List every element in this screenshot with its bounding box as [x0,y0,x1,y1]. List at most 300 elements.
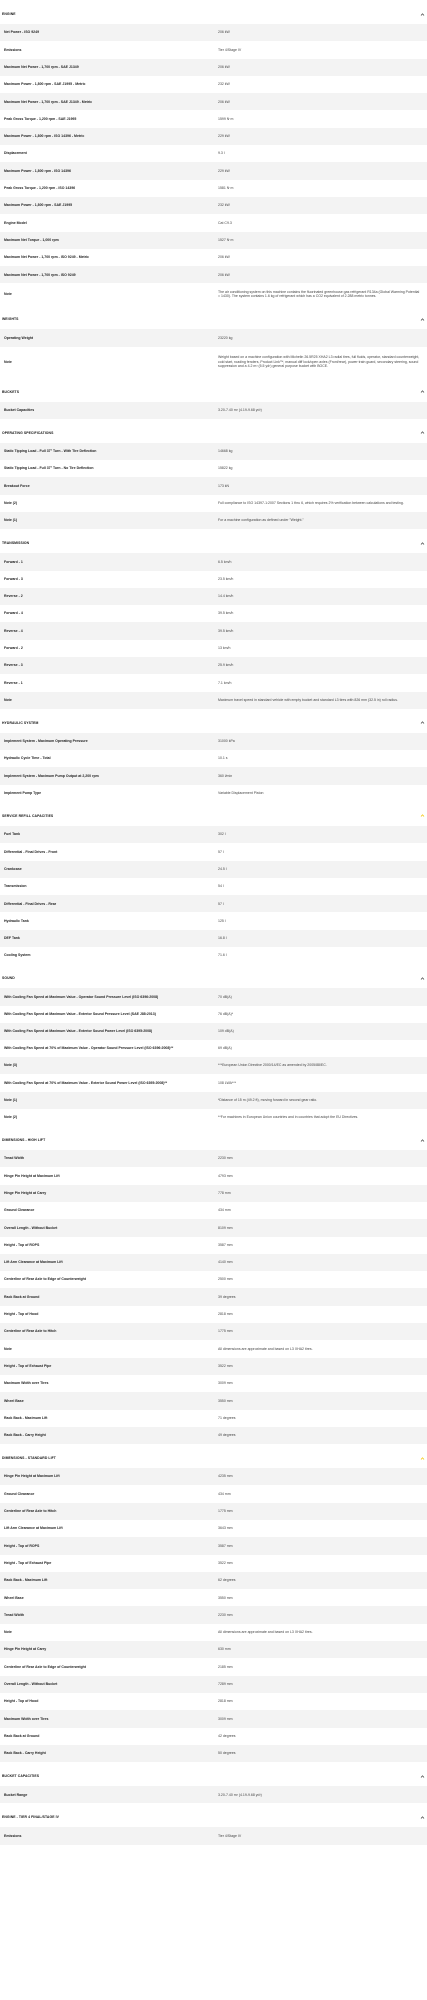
spec-value: 1599 N·m [218,116,234,121]
section-header[interactable] [0,968,427,988]
spec-label: Rack Back at Ground [4,1294,40,1299]
table-row [0,180,427,197]
spec-value: 8109 mm [218,1225,233,1230]
spec-label: Hydraulic Cycle Time - Total [4,756,51,761]
spec-label: Tread Width [4,1156,24,1161]
table-row [0,912,427,929]
section-header[interactable] [0,1766,427,1786]
table-row [0,1237,427,1254]
table-row [0,1074,427,1091]
spec-label: With Cooling Fan Speed at 70% of Maximum Value - Operator Sound Pressure Level (ISO 6396:2008)** [4,1046,174,1051]
table-row [0,1555,427,1572]
table-row [0,947,427,964]
section-header[interactable] [0,806,427,826]
spec-value: 16.8 l [218,936,227,941]
spec-label: Height - Top of ROPS [4,1242,40,1247]
spec-value: 23.5 km/h [218,576,234,581]
spec-label: Note [4,292,12,297]
spec-label: Centerline of Rear Axle to Edge of Counterweight [4,1664,86,1669]
spec-section [0,713,427,806]
table-row [0,214,427,231]
table-row [0,110,427,127]
spec-label: Maximum Net Power - 1,700 rpm - SAE J1349 [4,64,79,69]
table-row [0,443,427,460]
spec-label: Bucket Range [4,1792,28,1797]
spec-value: 360 l/min [218,773,233,778]
table-row [0,622,427,639]
table-row [0,1503,427,1520]
table-row [0,1323,427,1340]
table-row [0,1006,427,1023]
spec-label: Height - Top of Exhaust Pipe [4,1560,52,1565]
spec-label: Note (2) [4,1115,18,1120]
table-row [0,1693,427,1710]
spec-value: 3522 mm [218,1363,233,1368]
table-row [0,1375,427,1392]
chevron-up-icon[interactable] [419,389,425,395]
spec-label: Differential - Final Drives - Rear [4,901,57,906]
spec-value: **For machines in European Union countries and in countries that adopt the EU Directives. [218,1115,359,1120]
table-row [0,640,427,657]
spec-value: 3550 mm [218,1595,233,1600]
spec-value: 71 degrees [218,1415,236,1420]
section-header[interactable] [0,309,427,329]
spec-label: Maximum Power - 1,800 rpm - SAE J1995 - Metric [4,82,86,87]
spec-label: DEF Tank [4,936,20,941]
spec-label: Tread Width [4,1612,24,1617]
spec-label: Implement System - Maximum Pump Output at 2,200 rpm [4,773,99,778]
spec-value: 1581 N·m [218,186,234,191]
spec-label: Reverse - 2 [4,594,23,599]
spec-value: 2818 mm [218,1312,233,1317]
spec-label: Engine Model [4,220,27,225]
spec-value: 108 LWA*** [218,1080,237,1085]
spec-value: Cat C9.3 [218,220,232,225]
spec-label: Operating Weight [4,335,34,340]
spec-label: Rack Back - Carry Height [4,1751,46,1756]
spec-value: 4235 mm [218,1474,233,1479]
spec-label: Maximum Width over Tires [4,1381,49,1386]
table-row [0,988,427,1005]
spec-value: 2500 mm [218,1277,233,1282]
spec-table [0,1468,427,1762]
table-row [0,1109,427,1126]
spec-table [0,1150,427,1444]
spec-value: 302 l [218,832,226,837]
spec-label: Peak Gross Torque - 1,200 rpm - SAE J1995 [4,116,77,121]
spec-value: 232 kW [218,82,230,87]
spec-value: 4793 mm [218,1173,233,1178]
spec-table [0,1827,427,1844]
spec-value: 206 kW [218,99,230,104]
table-row [0,1589,427,1606]
table-row [0,1185,427,1202]
spec-label: Ground Clearance [4,1491,35,1496]
section-header[interactable] [0,713,427,733]
table-row [0,1254,427,1271]
spec-label: Differential - Final Drives - Front [4,849,58,854]
spec-label: Height - Top of Hood [4,1699,39,1704]
table-row [0,1340,427,1357]
table-row [0,674,427,691]
spec-value: 10.1 s [218,756,228,761]
spec-label: Centerline of Rear Axle to Hitch [4,1329,57,1334]
table-row [0,1427,427,1444]
chevron-up-icon[interactable] [419,11,425,17]
spec-label: Maximum Power - 1,800 rpm - ISO 14396 [4,168,71,173]
table-row [0,402,427,419]
spec-value: 109 dB(A) [218,1029,234,1034]
spec-table [0,443,427,529]
spec-value: Maximum travel speed in standard vehicle with empty bucket and standard L3 tires with 826 mm (32.5 in) roll radius. [218,697,398,702]
spec-value: 69 dB(A) [218,1046,232,1051]
spec-label: Displacement [4,151,27,156]
chevron-up-icon[interactable] [419,720,425,726]
spec-section [0,4,427,309]
spec-value: 173 kN [218,483,230,488]
spec-value: 39.5 km/h [218,611,234,616]
table-row [0,24,427,41]
spec-value: 24.5 l [218,866,227,871]
spec-label: Maximum Power - 1,800 rpm - ISO 14396 - Metric [4,134,85,139]
spec-value: Tier 4/Stage IV [218,1833,242,1838]
section-title: WEIGHTS [2,317,19,322]
spec-value: 76 dB(A)* [218,1011,234,1016]
spec-label: Overall Length - Without Bucket [4,1225,58,1230]
table-row [0,232,427,249]
table-row [0,93,427,110]
spec-label: Maximum Net Power - 1,700 rpm - ISO 9249 [4,272,76,277]
spec-value: 14.4 km/h [218,594,234,599]
table-row [0,1728,427,1745]
spec-label: Transmission [4,884,27,889]
spec-section [0,533,427,713]
spec-label: Implement Pump Type [4,791,42,796]
spec-label: Hinge Pin Height at Carry [4,1647,47,1652]
spec-value: 2230 mm [218,1156,233,1161]
spec-value: 1775 mm [218,1329,233,1334]
spec-label: Note (2) [4,501,18,506]
spec-value: 15822 kg [218,466,233,471]
spec-value: 50 degrees [218,1751,236,1756]
table-row [0,1520,427,1537]
chevron-up-icon[interactable] [419,1773,425,1779]
spec-label: Centerline of Rear Axle to Hitch [4,1509,57,1514]
section-header[interactable] [0,4,427,24]
spec-value: 7289 mm [218,1682,233,1687]
section-title: OPERATING SPECIFICATIONS [2,430,54,435]
spec-section [0,1448,427,1766]
spec-value: 1527 N·m [218,237,234,242]
table-row [0,347,427,378]
spec-value: 14668 kg [218,449,233,454]
spec-value: 31000 kPa [218,739,235,744]
spec-label: Reverse - 3 [4,663,23,668]
spec-value: 1775 mm [218,1509,233,1514]
spec-value: Weight based on a machine configuration with Michelin 26.5R25 XHA2 L3 radial tires, full fluids, operator, standard counterweight, cold start, roading fenders, Product Link™, manual diff lock/open axles (Front/rear), power train guard, secondary steering, sound suppression and a 4.2 m³ (5.5 yd³) general purpose bucket with BOCE. [218,355,420,369]
spec-value: 206 kW [218,255,230,260]
table-row [0,1023,427,1040]
spec-label: With Cooling Fan Speed at Maximum Value - Operator Sound Pressure Level (ISO 6396:2008) [4,994,159,999]
table-row [0,495,427,512]
spec-label: Height - Top of Hood [4,1312,39,1317]
chevron-up-icon[interactable] [419,1137,425,1143]
table-row [0,128,427,145]
chevron-up-icon[interactable] [419,813,425,819]
spec-value: For a machine configuration as defined under "Weight." [218,518,304,523]
table-row [0,162,427,179]
spec-value: 70 dB(A) [218,994,232,999]
spec-label: Crankcase [4,866,22,871]
spec-value: 125 l [218,918,226,923]
spec-value: 3587 mm [218,1543,233,1548]
spec-value: 13 km/h [218,646,231,651]
table-row [0,750,427,767]
spec-label: Emissions [4,1833,22,1838]
spec-label: Note (1) [4,518,18,523]
spec-label: Note [4,1346,12,1351]
spec-label: Static Tipping Load - Full 37° Turn - With Tire Deflection [4,449,97,454]
spec-label: Ground Clearance [4,1208,35,1213]
spec-label: Forward - 2 [4,646,23,651]
table-row [0,1202,427,1219]
section-header[interactable] [0,423,427,443]
spec-label: Reverse - 4 [4,628,23,633]
section-header[interactable] [0,1807,427,1827]
spec-label: Rack Back - Maximum Lift [4,1578,48,1583]
spec-value: 4140 mm [218,1260,233,1265]
spec-value: All dimensions are approximate and based on L3 XHA2 tires. [218,1630,313,1635]
table-row [0,477,427,494]
spec-label: Height - Top of Exhaust Pipe [4,1363,52,1368]
table-row [0,1606,427,1623]
spec-label: Net Power - ISO 9249 [4,30,40,35]
spec-section [0,309,427,381]
spec-value: *Distance of 15 m (49.2 ft), moving forward in second gear ratio. [218,1097,318,1102]
section-title: HYDRAULIC SYSTEM [2,720,39,725]
spec-label: Maximum Width over Tires [4,1716,49,1721]
table-row [0,895,427,912]
spec-label: Hinge Pin Height at Maximum Lift [4,1474,60,1479]
spec-table [0,826,427,964]
spec-value: 57 l [218,849,224,854]
table-row [0,826,427,843]
spec-table [0,553,427,709]
table-row [0,571,427,588]
spec-table [0,733,427,802]
table-row [0,1219,427,1236]
spec-value: 206 kW [218,30,230,35]
spec-label: Note [4,697,12,702]
spec-value: ***European Union Directive 2000/14/EC as amended by 2005/88/EC. [218,1063,327,1068]
section-header[interactable] [0,1448,427,1468]
spec-table [0,1786,427,1803]
spec-label: Wheel Base [4,1398,24,1403]
spec-value: 3587 mm [218,1242,233,1247]
spec-value: 57 l [218,901,224,906]
chevron-up-icon[interactable] [419,316,425,322]
table-row [0,1485,427,1502]
section-title: SERVICE REFILL CAPACITIES [2,813,54,818]
spec-value: Variable Displacement Piston [218,791,264,796]
chevron-up-icon[interactable] [419,430,425,436]
section-header[interactable] [0,1130,427,1150]
spec-value: 3643 mm [218,1526,233,1531]
table-row [0,657,427,674]
table-row [0,553,427,570]
spec-label: Maximum Net Torque - 1,000 rpm [4,237,59,242]
spec-label: Maximum Net Power - 1,700 rpm - SAE J1349 - Metric [4,99,93,104]
chevron-up-icon[interactable] [419,1814,425,1820]
spec-value: 39 degrees [218,1294,236,1299]
spec-value: Tier 4/Stage IV [218,47,242,52]
table-row [0,843,427,860]
spec-value: 434 mm [218,1208,231,1213]
spec-table [0,988,427,1126]
spec-label: Note [4,1630,12,1635]
spec-label: Cooling System [4,953,31,958]
table-row [0,1306,427,1323]
table-row [0,1288,427,1305]
spec-label: Lift Arm Clearance at Maximum Lift [4,1260,63,1265]
spec-section [0,1807,427,1848]
table-row [0,41,427,58]
section-title: BUCKETS [2,389,20,394]
spec-label: Forward - 4 [4,611,23,616]
table-row [0,1827,427,1844]
table-row [0,1658,427,1675]
spec-label: Hinge Pin Height at Maximum Lift [4,1173,60,1178]
spec-value: 62 degrees [218,1578,236,1583]
section-title: ENGINE [2,12,16,16]
spec-label: Lift Arm Clearance at Maximum Lift [4,1526,63,1531]
spec-value: 71.6 l [218,953,227,958]
chevron-up-icon[interactable] [419,1455,425,1461]
table-row [0,59,427,76]
table-row [0,460,427,477]
table-row [0,197,427,214]
table-row [0,1710,427,1727]
table-row [0,283,427,305]
table-row [0,1676,427,1693]
table-row [0,733,427,750]
spec-label: Maximum Power - 1,800 rpm - SAE J1995 [4,203,73,208]
table-row [0,1040,427,1057]
chevron-up-icon[interactable] [419,540,425,546]
spec-value: 25.9 km/h [218,663,234,668]
table-row [0,145,427,162]
spec-label: Bucket Capacities [4,407,35,412]
section-title: ENGINE - TIER 4 FINAL/STAGE IV [2,1815,60,1820]
spec-value: 42 degrees [218,1733,236,1738]
chevron-up-icon[interactable] [419,975,425,981]
spec-value: 778 mm [218,1191,231,1195]
spec-section [0,382,427,423]
table-row [0,1624,427,1641]
section-title: BUCKET CAPACITIES [2,1774,40,1779]
table-row [0,1092,427,1109]
table-row [0,249,427,266]
spec-value: 3009 mm [218,1381,233,1386]
table-row [0,588,427,605]
table-row [0,785,427,802]
spec-value: Full compliance to ISO 14397-1:2007 Sections 1 thru 6, which requires 2% verification between calculations and testing. [218,501,404,506]
spec-section [0,968,427,1130]
spec-label: Height - Top of ROPS [4,1543,40,1548]
spec-label: Note (3) [4,1063,18,1068]
spec-value: All dimensions are approximate and based on L3 XHA2 tires. [218,1346,313,1351]
section-header[interactable] [0,382,427,402]
spec-label: Breakout Force [4,483,30,488]
table-row [0,266,427,283]
section-title: SOUND [2,976,15,981]
section-title: DIMENSIONS - STANDARD LIFT [2,1456,56,1461]
spec-value: 434 mm [218,1491,231,1496]
table-row [0,1786,427,1803]
table-row [0,1468,427,1485]
table-row [0,1572,427,1589]
spec-value: 54 l [218,884,224,889]
spec-value: 7.1 km/h [218,680,232,685]
spec-value: The air conditioning system on this machine contains the fluorinated greenhouse gas refrigerant R134a (Global Warming Potential = 1430). The system contains 1.6 kg of refrigerant which has a CO2 equivalent of 2.288 metric tonnes. [218,289,420,299]
spec-label: Fuel Tank [4,832,21,837]
spec-label: Hydraulic Tank [4,918,29,923]
spec-label: Peak Gross Torque - 1,200 rpm - ISO 14396 [4,186,76,191]
spec-section [0,806,427,968]
table-row [0,1745,427,1762]
spec-label: Forward - 1 [4,559,23,564]
table-row [0,1057,427,1074]
spec-label: Forward - 3 [4,576,23,581]
spec-label: Overall Length - Without Bucket [4,1682,58,1687]
spec-label: Rack Back at Ground [4,1733,40,1738]
table-row [0,76,427,93]
spec-value: 229 kW [218,134,230,139]
spec-label: Note [4,359,12,364]
table-row [0,692,427,709]
spec-label: Implement System - Maximum Operating Pressure [4,739,88,744]
spec-value: 2185 mm [218,1664,233,1669]
table-row [0,1410,427,1427]
spec-value: 2818 mm [218,1699,233,1704]
spec-label: Reverse - 1 [4,680,23,685]
table-row [0,329,427,346]
spec-label: Centerline of Rear Axle to Edge of Counterweight [4,1277,86,1282]
section-header[interactable] [0,533,427,553]
spec-value: 2230 mm [218,1612,233,1617]
table-row [0,930,427,947]
section-gap [0,1845,427,1849]
table-row [0,1641,427,1658]
table-row [0,1358,427,1375]
table-row [0,1537,427,1554]
spec-value: 3009 mm [218,1716,233,1721]
spec-value: 49 degrees [218,1433,236,1438]
spec-label: Hinge Pin Height at Carry [4,1191,47,1195]
spec-table [0,24,427,305]
table-row [0,605,427,622]
spec-value: 6.5 km/h [218,559,232,564]
spec-label: Static Tipping Load - Full 37° Turn - No Tire Deflection [4,466,94,471]
spec-label: With Cooling Fan Speed at 70% of Maximum Value - Exterior Sound Power Level (ISO 6395:2008)** [4,1080,168,1085]
spec-section [0,1130,427,1448]
spec-value: 630 mm [218,1647,231,1652]
spec-label: With Cooling Fan Speed at Maximum Value - Exterior Sound Power Level (ISO 6395:2008) [4,1029,153,1034]
spec-value: 23220 kg [218,335,233,340]
spec-table [0,402,427,419]
table-row [0,861,427,878]
spec-value: 229 kW [218,168,230,173]
